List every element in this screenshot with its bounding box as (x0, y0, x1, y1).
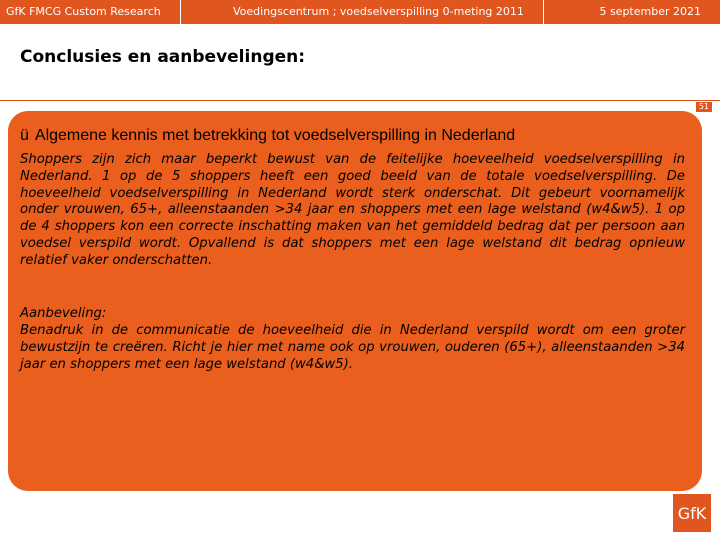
title-divider (0, 100, 720, 101)
header-project: Voedingscentrum ; voedselverspilling 0-meting 2011 (233, 5, 524, 18)
header-divider (180, 0, 181, 24)
header-bar (0, 0, 720, 24)
gfk-logo: GfK (673, 494, 711, 532)
header-company: GfK FMCG Custom Research (6, 5, 161, 18)
slide-number: 51 (696, 102, 712, 112)
recommendation-label: Aanbeveling: (20, 306, 107, 321)
section-heading (20, 127, 700, 145)
header-date: 5 september 2021 (599, 5, 701, 18)
header-divider (543, 0, 544, 24)
recommendation-paragraph: Benadruk in de communicatie de hoeveelheid die in Nederland verspild wordt om een groter bewustzijn te creëren. Richt je hier met name ook op vrouwen, ouderen (65+), alleenstaanden >34 jaar en shoppers met een lage welstand (w4&w5). (20, 323, 685, 372)
section-heading-text: Algemene kennis met betrekking tot voedselverspilling in Nederland (34, 127, 516, 144)
conclusion-paragraph: Shoppers zijn zich maar beperkt bewust van de feitelijke hoeveelheid voedselverspilling in Nederland. 1 op de 5 shoppers heeft een goed beeld van de totale voedselverspilling. De hoeveelheid voedselverspilling in Nederland wordt sterk onderschat. Dit gebeurt voornamelijk onder vrouwen, 65+, alleenstaanden >34 jaar en shoppers met een lage welstand (w4&w5). 1 op de 4 shoppers kon een correcte inschatting maken van het gemiddeld bedrag dat per persoon aan voedsel verspild wordt. Opvallend is dat shoppers met een lage welstand dit bedrag opnieuw relatief vaker onderschatten. (20, 152, 685, 268)
page-title: Conclusies en aanbevelingen: (20, 47, 306, 67)
checkmark-icon: ü (20, 127, 29, 144)
